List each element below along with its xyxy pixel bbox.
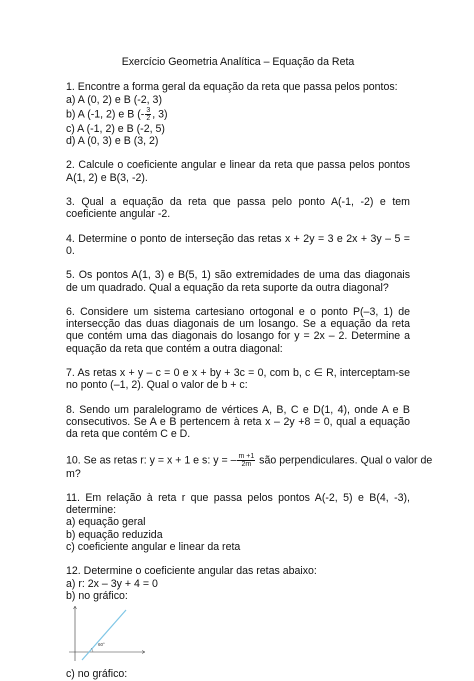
- angle-label: 60°: [98, 642, 105, 648]
- question-1-item-b: [66, 107, 410, 122]
- question-10: [66, 452, 433, 480]
- graph-line: [82, 610, 126, 660]
- item-b-prefix: b) A (-1, 2) e B (-: [66, 108, 145, 121]
- fraction-denominator: 2m: [241, 460, 252, 468]
- fraction-numerator: 3: [146, 106, 151, 114]
- item-b-suffix: , 3): [152, 108, 168, 121]
- question-12: [66, 565, 410, 680]
- question-11-stem: 11. Em relação à reta r que passa pelos pontos A(-2, 5) e B(4, -3), determine:: [66, 491, 410, 517]
- graph-figure: [66, 604, 156, 664]
- question-8: 8. Sendo um paralelogramo de vértices A, B, C e D(1, 4), onde A e B consecutivos. Se A e B pertencem à reta x – 2y +8 = 0, qual a equação da reta que contém C e D.: [66, 403, 410, 441]
- page-title: Exercício Geometria Analítica – Equação da Reta: [121, 56, 355, 68]
- question-10-line-2: m?: [66, 467, 81, 480]
- question-11-item-a: a) equação geral: [66, 516, 146, 529]
- fraction-numerator: m +1: [238, 452, 255, 460]
- fraction-denominator: 2: [146, 114, 151, 122]
- question-3: 3. Qual a equação da reta que passa pelo ponto A(-1, -2) e tem coeficiente angular -2.: [66, 196, 410, 221]
- question-4: 4. Determine o ponto de interseção das retas x + 2y = 3 e 2x + 3y – 5 = 0.: [66, 232, 410, 257]
- question-7: 7. As retas x + y – c = 0 e x + by + 3c = 0, com b, c ∈ R, interceptam-se no ponto (–1, 2). Qual o valor de b + c:: [66, 367, 410, 392]
- question-12-item-b: b) no gráfico:: [66, 589, 128, 602]
- question-5: 5. Os pontos A(1, 3) e B(5, 1) são extremidades de uma das diagonais de um quadrado. Qual a equação da reta suporte da outra diagonal?: [66, 269, 410, 294]
- question-2: 2. Calcule o coeficiente angular e linear da reta que passa pelos pontos A(1, 2) e B(3, -2).: [66, 159, 410, 184]
- exercise-sheet: [66, 56, 433, 681]
- question-12-item-a: a) r: 2x – 3y + 4 = 0: [66, 577, 158, 590]
- question-1-item-c: c) A (-1, 2) e B (-2, 5): [66, 122, 165, 135]
- fraction: [145, 107, 151, 122]
- question-1-item-a: a) A (0, 2) e B (-2, 3): [66, 93, 162, 106]
- fraction: [237, 453, 255, 468]
- question-6: 6. Considere um sistema cartesiano ortogonal e o ponto P(–3, 1) de intersecção das duas diagonais de um losango. Se a equação da reta que contém uma das diagonais do losango for y = 2x – 2. Determine a equação da reta que contém a outra diagonal:: [66, 305, 410, 355]
- question-12-item-c: c) no gráfico:: [66, 668, 128, 681]
- question-1-item-d: d) A (0, 3) e B (3, 2): [66, 135, 159, 148]
- question-11-item-b: b) equação reduzida: [66, 528, 163, 541]
- question-1: [66, 81, 410, 147]
- line-graph: [66, 604, 410, 664]
- question-1-stem: 1. Encontre a forma geral da equação da reta que passa pelos pontos:: [66, 81, 398, 94]
- question-10-prefix: 10. Se as retas r: y = x + 1 e s: y = –: [66, 453, 237, 466]
- question-10-line-1: [66, 452, 433, 468]
- question-11-item-c: c) coeficiente angular e linear da reta: [66, 541, 241, 554]
- question-10-suffix: são perpendiculares. Qual o valor de: [256, 453, 433, 466]
- question-12-stem: 12. Determine o coeficiente angular das retas abaixo:: [66, 565, 317, 578]
- question-11: [66, 492, 410, 553]
